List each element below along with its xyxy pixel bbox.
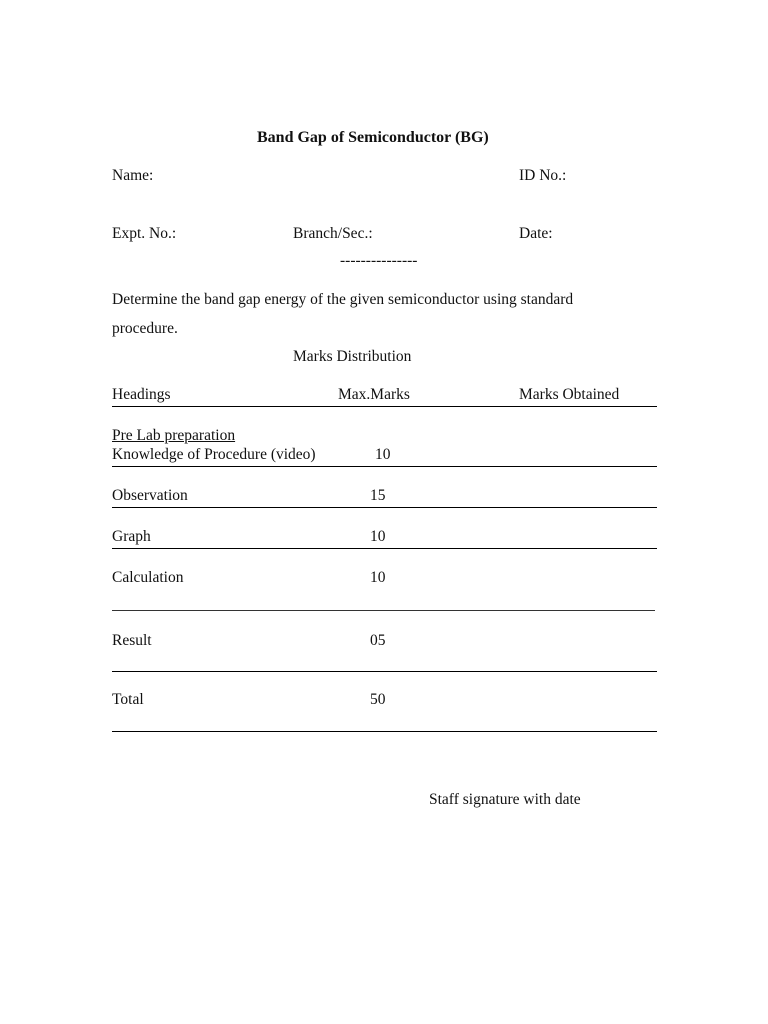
table-row-heading: Observation: [112, 487, 188, 504]
row-divider: [112, 671, 657, 672]
instruction-line-2: procedure.: [112, 320, 178, 337]
table-row-heading: Knowledge of Procedure (video): [112, 446, 316, 463]
header-separator: ---------------: [340, 252, 418, 269]
name-label: Name:: [112, 167, 154, 184]
header-divider: [112, 406, 657, 407]
column-header-max-marks: Max.Marks: [338, 386, 410, 403]
table-row-max: 10: [375, 446, 391, 463]
table-row-max: 05: [370, 632, 386, 649]
column-header-headings: Headings: [112, 386, 171, 403]
id-no-label: ID No.:: [519, 167, 567, 184]
branch-sec-label: Branch/Sec.:: [293, 225, 373, 242]
table-row-heading: Graph: [112, 528, 151, 545]
table-row-max: 10: [370, 528, 386, 545]
expt-no-label: Expt. No.:: [112, 225, 177, 242]
page-title: Band Gap of Semiconductor (BG): [257, 129, 489, 146]
instruction-line-1: Determine the band gap energy of the given semiconductor using standard: [112, 291, 574, 308]
table-row-max: 15: [370, 487, 386, 504]
table-row-heading: Result: [112, 632, 152, 649]
staff-signature-label: Staff signature with date: [429, 791, 581, 808]
row-divider: [112, 548, 657, 549]
table-row-heading: Calculation: [112, 569, 184, 586]
table-row-max: 10: [370, 569, 386, 586]
table-row-max: 50: [370, 691, 386, 708]
row-divider: [112, 466, 657, 467]
row-divider: [112, 507, 657, 508]
date-label: Date:: [519, 225, 553, 242]
table-bottom-divider: [112, 731, 657, 732]
column-header-marks-obtained: Marks Obtained: [519, 386, 620, 403]
prelab-label: Pre Lab preparation: [112, 427, 236, 444]
marks-distribution-heading: Marks Distribution: [293, 348, 412, 365]
row-divider: [112, 610, 655, 611]
table-row-heading: Total: [112, 691, 144, 708]
